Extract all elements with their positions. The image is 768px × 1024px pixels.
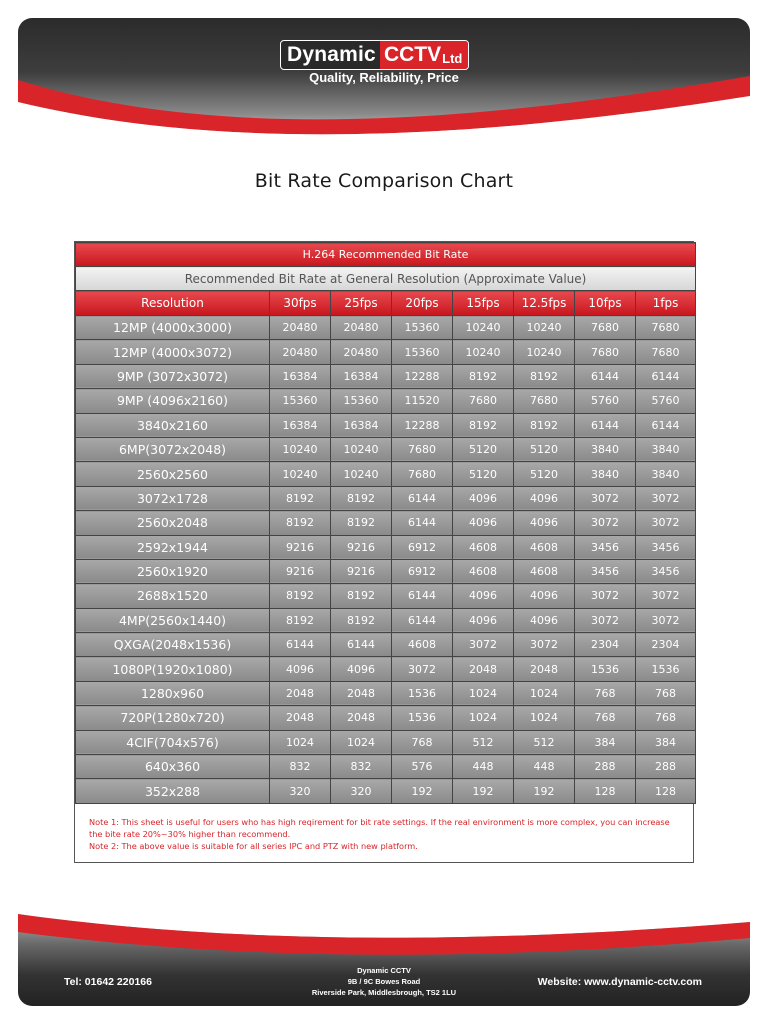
note-1: Note 1: This sheet is useful for users who has high reqirement for bit rate settings. If the real environment is more complex, you can increase the bite rate 20%~30% higher than recommend. bbox=[89, 816, 670, 839]
bitrate-cell: 320 bbox=[270, 779, 331, 803]
logo-word-dynamic: Dynamic bbox=[287, 43, 376, 66]
bitrate-cell: 8192 bbox=[331, 584, 392, 608]
address-line: Dynamic CCTV bbox=[357, 966, 411, 975]
bitrate-cell: 192 bbox=[514, 779, 575, 803]
bitrate-cell: 1024 bbox=[270, 730, 331, 754]
resolution-cell: 1080P(1920x1080) bbox=[76, 657, 270, 681]
column-header: 20fps bbox=[392, 291, 453, 316]
bitrate-cell: 10240 bbox=[270, 437, 331, 461]
bitrate-cell: 1536 bbox=[392, 681, 453, 705]
table-heading-row bbox=[76, 243, 696, 267]
logo-cctv-text: CCTV bbox=[383, 43, 442, 66]
bitrate-cell: 7680 bbox=[392, 462, 453, 486]
resolution-cell: 6MP(3072x2048) bbox=[76, 437, 270, 461]
bitrate-cell: 2048 bbox=[514, 657, 575, 681]
bitrate-cell: 16384 bbox=[270, 364, 331, 388]
address-line: 9B / 9C Bowes Road bbox=[347, 977, 421, 986]
bitrate-cell: 3072 bbox=[636, 486, 696, 510]
bitrate-cell: 4608 bbox=[392, 633, 453, 657]
bitrate-cell: 8192 bbox=[514, 413, 575, 437]
bitrate-cell: 4096 bbox=[453, 486, 514, 510]
resolution-cell: 2688x1520 bbox=[76, 584, 270, 608]
resolution-cell: 352x288 bbox=[76, 779, 270, 803]
column-header-row bbox=[76, 291, 696, 316]
bitrate-cell: 512 bbox=[514, 730, 575, 754]
bitrate-cell: 10240 bbox=[453, 316, 514, 340]
bitrate-cell: 2304 bbox=[575, 633, 636, 657]
bitrate-cell: 5120 bbox=[453, 462, 514, 486]
company-logo bbox=[280, 40, 469, 70]
bitrate-cell: 4096 bbox=[331, 657, 392, 681]
resolution-cell: 12MP (4000x3072) bbox=[76, 340, 270, 364]
resolution-cell: 9MP (3072x3072) bbox=[76, 364, 270, 388]
bitrate-cell: 8192 bbox=[514, 364, 575, 388]
bitrate-cell: 12288 bbox=[392, 364, 453, 388]
resolution-cell: 12MP (4000x3000) bbox=[76, 316, 270, 340]
table-row bbox=[76, 486, 696, 510]
bitrate-table-container bbox=[74, 241, 694, 863]
bitrate-cell: 8192 bbox=[270, 511, 331, 535]
bitrate-table bbox=[75, 242, 696, 804]
table-row bbox=[76, 657, 696, 681]
bitrate-cell: 288 bbox=[636, 755, 696, 779]
bitrate-cell: 384 bbox=[636, 730, 696, 754]
column-header: Resolution bbox=[76, 291, 270, 316]
resolution-cell: 2560x2560 bbox=[76, 462, 270, 486]
bitrate-cell: 6144 bbox=[392, 608, 453, 632]
address-line: Riverside Park, Middlesbrough, TS2 1LU bbox=[311, 988, 457, 997]
bitrate-cell: 5760 bbox=[636, 389, 696, 413]
bitrate-cell: 8192 bbox=[270, 584, 331, 608]
bitrate-cell: 7680 bbox=[636, 316, 696, 340]
bitrate-cell: 1024 bbox=[453, 681, 514, 705]
table-row bbox=[76, 462, 696, 486]
bitrate-cell: 4096 bbox=[453, 584, 514, 608]
table-row bbox=[76, 584, 696, 608]
bitrate-cell: 2048 bbox=[331, 706, 392, 730]
table-row bbox=[76, 608, 696, 632]
bitrate-cell: 4096 bbox=[514, 486, 575, 510]
bitrate-cell: 8192 bbox=[331, 486, 392, 510]
resolution-cell: 2592x1944 bbox=[76, 535, 270, 559]
bitrate-cell: 1024 bbox=[331, 730, 392, 754]
bitrate-cell: 20480 bbox=[331, 340, 392, 364]
bitrate-cell: 1536 bbox=[575, 657, 636, 681]
bitrate-cell: 15360 bbox=[331, 389, 392, 413]
resolution-cell: 720P(1280x720) bbox=[76, 706, 270, 730]
column-header: 12.5fps bbox=[514, 291, 575, 316]
bitrate-cell: 6144 bbox=[636, 364, 696, 388]
bitrate-cell: 3456 bbox=[636, 535, 696, 559]
bitrate-cell: 5120 bbox=[514, 437, 575, 461]
bitrate-cell: 4608 bbox=[453, 535, 514, 559]
bitrate-cell: 4608 bbox=[514, 535, 575, 559]
column-header: 15fps bbox=[453, 291, 514, 316]
resolution-cell: 2560x1920 bbox=[76, 559, 270, 583]
bitrate-cell: 1024 bbox=[514, 706, 575, 730]
table-subheading-row bbox=[76, 267, 696, 291]
bitrate-cell: 9216 bbox=[270, 559, 331, 583]
bitrate-cell: 5760 bbox=[575, 389, 636, 413]
bitrate-cell: 5120 bbox=[514, 462, 575, 486]
footer-banner bbox=[18, 902, 750, 1006]
bitrate-cell: 6144 bbox=[392, 511, 453, 535]
bitrate-cell: 20480 bbox=[270, 340, 331, 364]
bitrate-cell: 9216 bbox=[270, 535, 331, 559]
resolution-cell: 9MP (4096x2160) bbox=[76, 389, 270, 413]
column-header: 30fps bbox=[270, 291, 331, 316]
table-row bbox=[76, 706, 696, 730]
table-row bbox=[76, 730, 696, 754]
bitrate-cell: 6144 bbox=[392, 486, 453, 510]
footer-telephone: Tel: 01642 220166 bbox=[64, 976, 152, 988]
table-row bbox=[76, 316, 696, 340]
table-subheading: Recommended Bit Rate at General Resolution (Approximate Value) bbox=[76, 267, 696, 291]
resolution-cell: 640x360 bbox=[76, 755, 270, 779]
bitrate-cell: 10240 bbox=[453, 340, 514, 364]
bitrate-cell: 128 bbox=[636, 779, 696, 803]
bitrate-cell: 3072 bbox=[636, 608, 696, 632]
bitrate-cell: 6144 bbox=[392, 584, 453, 608]
bitrate-cell: 6144 bbox=[270, 633, 331, 657]
bitrate-cell: 8192 bbox=[270, 608, 331, 632]
bitrate-cell: 192 bbox=[392, 779, 453, 803]
bitrate-cell: 384 bbox=[575, 730, 636, 754]
table-heading: H.264 Recommended Bit Rate bbox=[76, 243, 696, 267]
bitrate-cell: 4096 bbox=[514, 511, 575, 535]
bitrate-cell: 20480 bbox=[270, 316, 331, 340]
bitrate-cell: 2048 bbox=[331, 681, 392, 705]
bitrate-cell: 832 bbox=[331, 755, 392, 779]
bitrate-cell: 3840 bbox=[636, 437, 696, 461]
column-header: 25fps bbox=[331, 291, 392, 316]
bitrate-cell: 512 bbox=[453, 730, 514, 754]
bitrate-cell: 3072 bbox=[575, 511, 636, 535]
bitrate-cell: 768 bbox=[636, 681, 696, 705]
table-row bbox=[76, 681, 696, 705]
bitrate-cell: 8192 bbox=[331, 511, 392, 535]
bitrate-cell: 15360 bbox=[392, 316, 453, 340]
bitrate-cell: 3072 bbox=[392, 657, 453, 681]
bitrate-cell: 3840 bbox=[575, 462, 636, 486]
table-row bbox=[76, 389, 696, 413]
column-header: 10fps bbox=[575, 291, 636, 316]
bitrate-cell: 3456 bbox=[575, 559, 636, 583]
table-row bbox=[76, 779, 696, 803]
bitrate-cell: 10240 bbox=[514, 340, 575, 364]
bitrate-cell: 1536 bbox=[392, 706, 453, 730]
bitrate-cell: 8192 bbox=[453, 364, 514, 388]
bitrate-cell: 3456 bbox=[636, 559, 696, 583]
resolution-cell: 2560x2048 bbox=[76, 511, 270, 535]
bitrate-cell: 4096 bbox=[514, 608, 575, 632]
bitrate-cell: 7680 bbox=[392, 437, 453, 461]
bitrate-cell: 4096 bbox=[514, 584, 575, 608]
bitrate-cell: 3456 bbox=[575, 535, 636, 559]
bitrate-cell: 4096 bbox=[453, 608, 514, 632]
bitrate-cell: 2048 bbox=[453, 657, 514, 681]
bitrate-cell: 6144 bbox=[331, 633, 392, 657]
bitrate-cell: 3072 bbox=[575, 608, 636, 632]
bitrate-cell: 7680 bbox=[453, 389, 514, 413]
resolution-cell: 4MP(2560x1440) bbox=[76, 608, 270, 632]
bitrate-cell: 10240 bbox=[331, 437, 392, 461]
logo-ltd-text: Ltd bbox=[442, 50, 463, 66]
header-banner bbox=[18, 18, 750, 138]
bitrate-cell: 768 bbox=[575, 706, 636, 730]
bitrate-cell: 8192 bbox=[270, 486, 331, 510]
bitrate-cell: 3072 bbox=[514, 633, 575, 657]
bitrate-cell: 7680 bbox=[575, 340, 636, 364]
logo-word-cctv bbox=[380, 41, 468, 69]
bitrate-cell: 9216 bbox=[331, 559, 392, 583]
bitrate-cell: 4608 bbox=[453, 559, 514, 583]
table-row bbox=[76, 364, 696, 388]
table-row bbox=[76, 511, 696, 535]
bitrate-cell: 192 bbox=[453, 779, 514, 803]
bitrate-cell: 16384 bbox=[331, 413, 392, 437]
bitrate-cell: 6144 bbox=[575, 364, 636, 388]
column-header: 1fps bbox=[636, 291, 696, 316]
resolution-cell: 1280x960 bbox=[76, 681, 270, 705]
bitrate-cell: 1024 bbox=[514, 681, 575, 705]
table-row bbox=[76, 437, 696, 461]
bitrate-cell: 11520 bbox=[392, 389, 453, 413]
bitrate-cell: 768 bbox=[636, 706, 696, 730]
resolution-cell: 3840x2160 bbox=[76, 413, 270, 437]
bitrate-cell: 768 bbox=[575, 681, 636, 705]
bitrate-cell: 128 bbox=[575, 779, 636, 803]
tagline: Quality, Reliability, Price bbox=[309, 70, 459, 85]
table-row bbox=[76, 535, 696, 559]
bitrate-cell: 3072 bbox=[636, 584, 696, 608]
bitrate-cell: 832 bbox=[270, 755, 331, 779]
bitrate-cell: 288 bbox=[575, 755, 636, 779]
bitrate-cell: 576 bbox=[392, 755, 453, 779]
bitrate-cell: 2048 bbox=[270, 706, 331, 730]
bitrate-cell: 8192 bbox=[453, 413, 514, 437]
bitrate-cell: 16384 bbox=[331, 364, 392, 388]
bitrate-cell: 4096 bbox=[453, 511, 514, 535]
bitrate-cell: 6912 bbox=[392, 559, 453, 583]
bitrate-cell: 4096 bbox=[270, 657, 331, 681]
bitrate-cell: 3840 bbox=[636, 462, 696, 486]
resolution-cell: 4CIF(704x576) bbox=[76, 730, 270, 754]
bitrate-cell: 7680 bbox=[514, 389, 575, 413]
bitrate-cell: 15360 bbox=[392, 340, 453, 364]
resolution-cell: 3072x1728 bbox=[76, 486, 270, 510]
bitrate-cell: 3072 bbox=[453, 633, 514, 657]
bitrate-cell: 2048 bbox=[270, 681, 331, 705]
bitrate-cell: 3072 bbox=[575, 584, 636, 608]
bitrate-cell: 3840 bbox=[575, 437, 636, 461]
bitrate-cell: 768 bbox=[392, 730, 453, 754]
bitrate-cell: 16384 bbox=[270, 413, 331, 437]
table-row bbox=[76, 340, 696, 364]
bitrate-cell: 10240 bbox=[270, 462, 331, 486]
bitrate-cell: 8192 bbox=[331, 608, 392, 632]
bitrate-cell: 12288 bbox=[392, 413, 453, 437]
bitrate-cell: 448 bbox=[453, 755, 514, 779]
bitrate-cell: 320 bbox=[331, 779, 392, 803]
footer-website: Website: www.dynamic-cctv.com bbox=[537, 976, 702, 988]
bitrate-cell: 3072 bbox=[636, 511, 696, 535]
table-row bbox=[76, 755, 696, 779]
bitrate-cell: 448 bbox=[514, 755, 575, 779]
bitrate-cell: 6912 bbox=[392, 535, 453, 559]
table-row bbox=[76, 413, 696, 437]
bitrate-cell: 1024 bbox=[453, 706, 514, 730]
bitrate-cell: 1536 bbox=[636, 657, 696, 681]
bitrate-cell: 4608 bbox=[514, 559, 575, 583]
bitrate-cell: 7680 bbox=[575, 316, 636, 340]
bitrate-cell: 10240 bbox=[514, 316, 575, 340]
bitrate-cell: 6144 bbox=[636, 413, 696, 437]
bitrate-cell: 2304 bbox=[636, 633, 696, 657]
bitrate-cell: 20480 bbox=[331, 316, 392, 340]
bitrate-cell: 6144 bbox=[575, 413, 636, 437]
resolution-cell: QXGA(2048x1536) bbox=[76, 633, 270, 657]
bitrate-cell: 5120 bbox=[453, 437, 514, 461]
table-row bbox=[76, 559, 696, 583]
table-notes bbox=[75, 804, 693, 852]
note-2: Note 2: The above value is suitable for all series IPC and PTZ with new platform. bbox=[89, 840, 418, 851]
table-row bbox=[76, 633, 696, 657]
bitrate-cell: 15360 bbox=[270, 389, 331, 413]
bitrate-cell: 3072 bbox=[575, 486, 636, 510]
page-title: Bit Rate Comparison Chart bbox=[254, 170, 514, 192]
bitrate-cell: 9216 bbox=[331, 535, 392, 559]
bitrate-cell: 10240 bbox=[331, 462, 392, 486]
bitrate-cell: 7680 bbox=[636, 340, 696, 364]
